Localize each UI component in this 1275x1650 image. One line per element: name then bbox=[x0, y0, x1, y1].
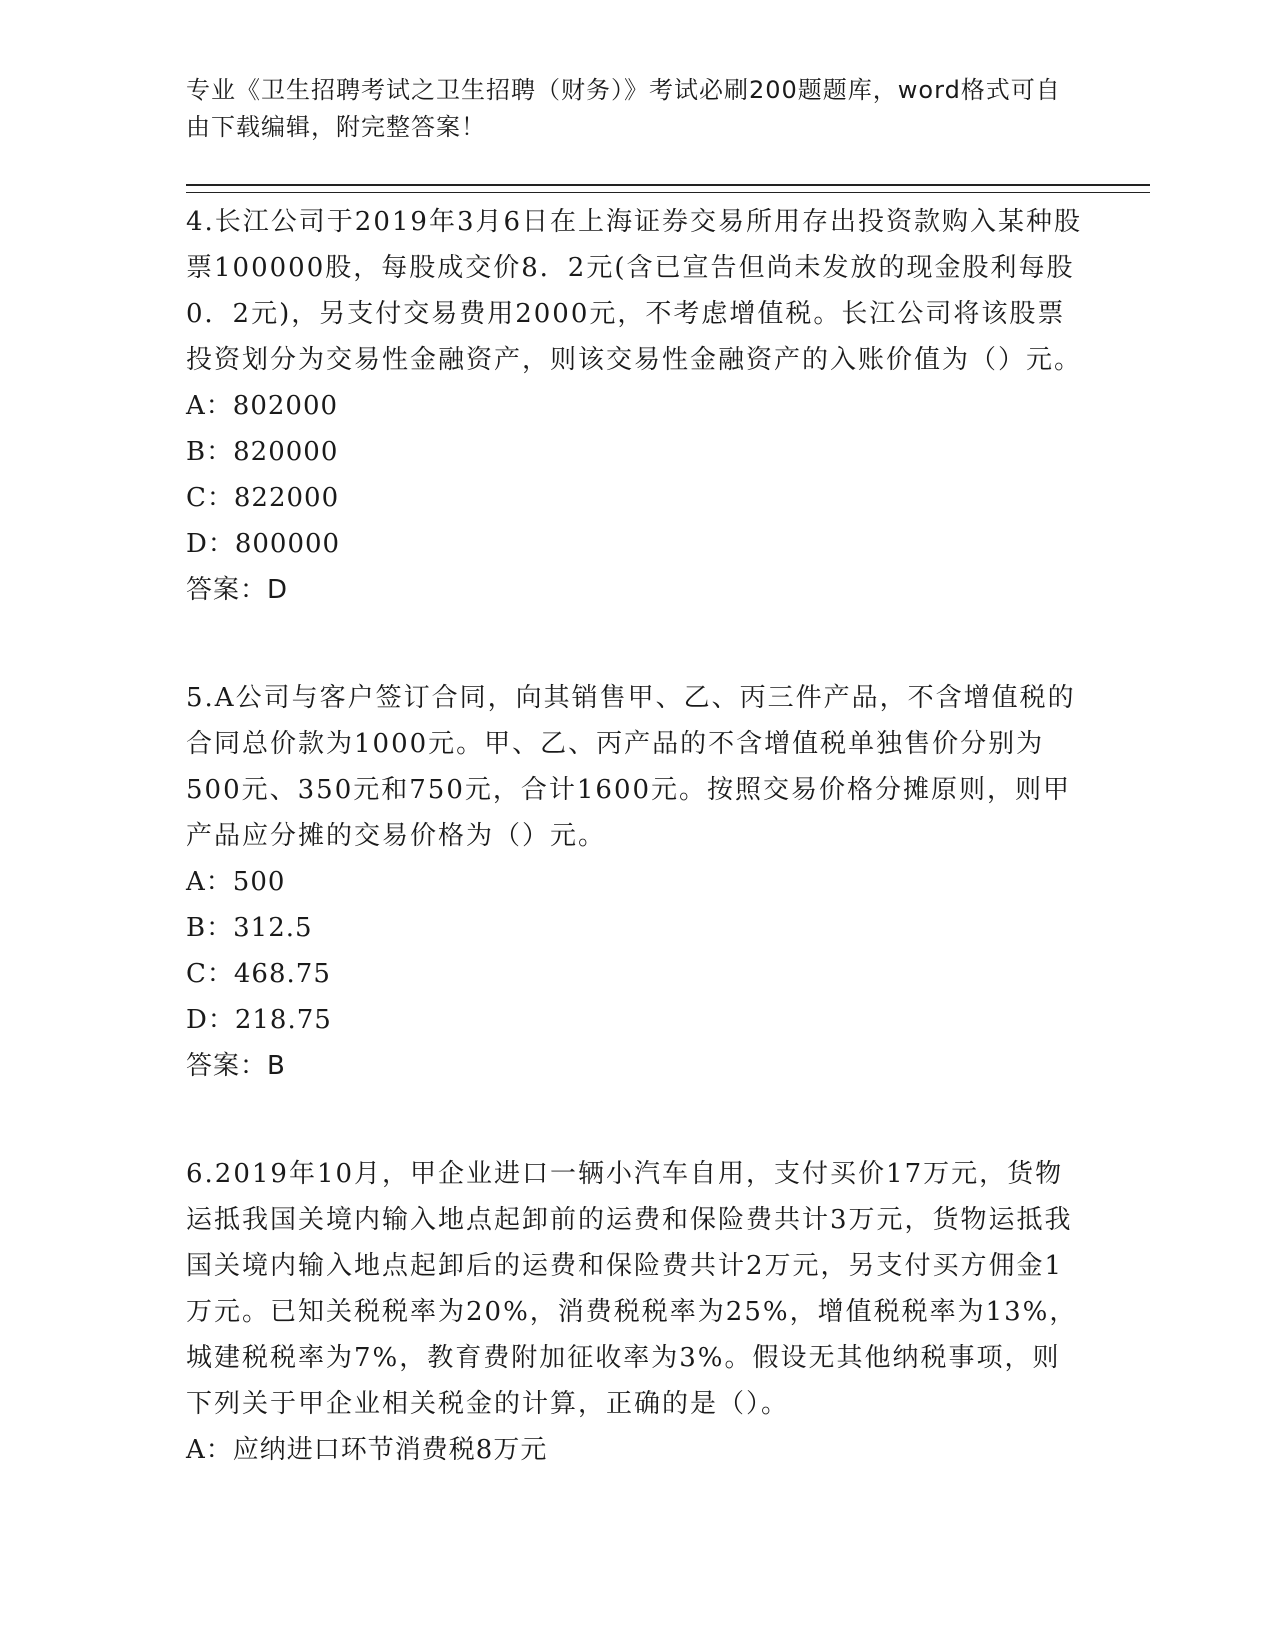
option-c: C：468.75 bbox=[186, 959, 331, 989]
document-page bbox=[186, 72, 1150, 1473]
question-stem: 4.长江公司于2019年3月6日在上海证券交易所用存出投资款购入某种股票100000股，每股成交价8．2元(含已宣告但尚未发放的现金股利每股0．2元)，另支付交易费用2000元，不考虑增值税。长江公司将该股票投资划分为交易性金融资产，则该交易性金融资产的入账价值为（）元。 bbox=[186, 207, 1083, 375]
question-stem: 5.A公司与客户签订合同，向其销售甲、乙、丙三件产品，不含增值税的合同总价款为1000元。甲、乙、丙产品的不含增值税单独售价分别为500元、350元和750元，合计1600元。按照交易价格分摊原则，则甲产品应分摊的交易价格为（）元。 bbox=[186, 683, 1076, 851]
option-a: A：500 bbox=[186, 867, 286, 897]
question-stem: 6.2019年10月，甲企业进口一辆小汽车自用，支付买价17万元，货物运抵我国关境内输入地点起卸前的运费和保险费共计3万元，货物运抵我国关境内输入地点起卸后的运费和保险费共计2万元，另支付买方佣金1万元。已知关税税率为20%，消费税税率为25%，增值税税率为13%，城建税税率为7%，教育费附加征收率为3%。假设无其他纳税事项，则下列关于甲企业相关税金的计算，正确的是（）。 bbox=[186, 1159, 1078, 1419]
option-a: A：应纳进口环节消费税8万元 bbox=[186, 1435, 548, 1465]
question-4 bbox=[186, 199, 1150, 613]
option-b: B：820000 bbox=[186, 437, 339, 467]
answer-label: 答案：D bbox=[186, 575, 289, 605]
document-header-title: 专业《卫生招聘考试之卫生招聘（财务）》考试必刷200题题库，word格式可自由下载编辑，附完整答案！ bbox=[186, 76, 1061, 141]
question-6 bbox=[186, 1151, 1150, 1473]
option-d: D：800000 bbox=[186, 529, 341, 559]
option-a: A：802000 bbox=[186, 391, 339, 421]
answer-label: 答案：B bbox=[186, 1051, 286, 1081]
option-b: B：312.5 bbox=[186, 913, 313, 943]
question-5 bbox=[186, 675, 1150, 1089]
option-c: C：822000 bbox=[186, 483, 340, 513]
header-divider bbox=[186, 184, 1150, 193]
option-d: D：218.75 bbox=[186, 1005, 332, 1035]
